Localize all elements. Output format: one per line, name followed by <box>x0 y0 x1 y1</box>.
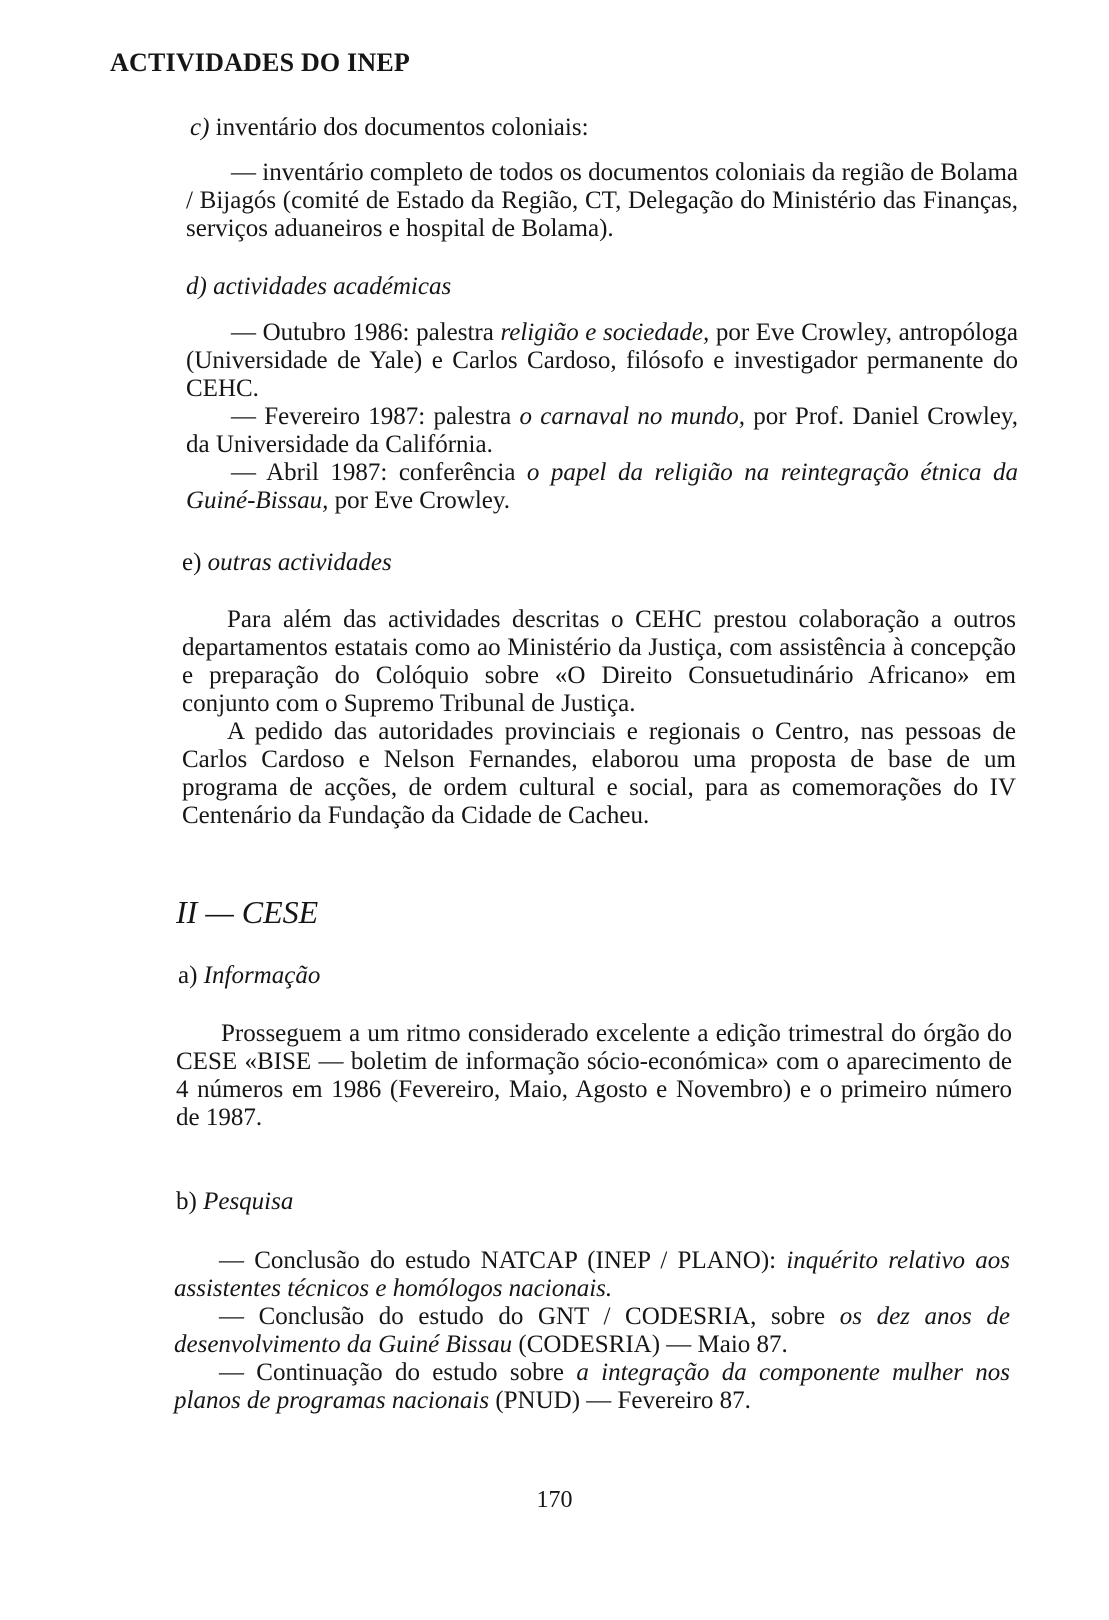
research-3-prefix: — Continuação do estudo sobre <box>219 1359 577 1386</box>
heading-a <box>178 962 320 990</box>
heading-e <box>182 549 392 577</box>
heading-d-letter: d) <box>186 273 207 300</box>
activity-2-suffix: por Prof. Daniel Crowley, da Universidade da Califórnia. <box>186 403 1018 458</box>
heading-c-letter: c) <box>190 114 210 141</box>
activity-item-1 <box>186 319 1018 403</box>
heading-b-letter: b) <box>176 1188 197 1215</box>
section-b-body <box>174 1247 1010 1415</box>
research-item-3 <box>174 1359 1010 1415</box>
paragraph-e-2: A pedido das autoridades provinciais e regionais o Centro, nas pessoas de Carlos Cardoso e Nelson Fernandes, elaborou uma proposta de base de um programa de acções, de ordem cultural e social, para as comemorações do IV Centenário da Fundação da Cidade de Cacheu. <box>182 718 1016 829</box>
research-1-title: inquérito relativo aos assistentes técnicos e homólogos nacionais. <box>174 1247 1010 1302</box>
research-2-prefix: — Conclusão do estudo do GNT / CODESRIA, sobre <box>219 1303 840 1330</box>
section-a-body <box>176 1020 1012 1132</box>
activity-1-prefix: — Outubro 1986: palestra <box>231 319 501 346</box>
activity-3-suffix: por Eve Crowley. <box>328 487 511 514</box>
section-d-body <box>186 319 1018 515</box>
research-3-title: a integração da componente mulher nos planos de programas nacionais <box>174 1359 1010 1414</box>
paragraph-c: — inventário completo de todos os documentos coloniais da região de Bolama / Bijagós (comité de Estado da Região, CT, Delegação do Ministério das Finanças, serviços aduaneiros e hospital de Bolama). <box>186 159 1018 242</box>
activity-2-prefix: — Fevereiro 1987: palestra <box>231 403 520 430</box>
heading-e-text: outras actividades <box>207 549 392 576</box>
heading-c-text: inventário dos documentos coloniais: <box>215 114 589 141</box>
running-header: ACTIVIDADES DO INEP <box>110 48 410 77</box>
research-2-suffix: (CODESRIA) — Maio 87. <box>512 1331 788 1358</box>
activity-1-title: religião e sociedade, <box>500 319 710 346</box>
section-e-body <box>182 606 1016 830</box>
activity-1-suffix: por Eve Crowley, antropóloga (Universidade de Yale) e Carlos Cardoso, filósofo e investigador permanente do CEHC. <box>186 319 1019 402</box>
heading-a-text: Informação <box>203 962 321 989</box>
research-2-title: os dez anos de desenvolvimento da Guiné Bissau <box>174 1303 1010 1358</box>
heading-b-text: Pesquisa <box>203 1188 294 1215</box>
paragraph-e-1: Para além das actividades descritas o CEHC prestou colaboração a outros departamentos estatais como ao Ministério da Justiça, com assistência à concepção e preparação do Colóquio sobre «O Direito Consuetudinário Africano» em conjunto com o Supremo Tribunal de Justiça. <box>182 606 1016 717</box>
research-3-suffix: (PNUD) — Fevereiro 87. <box>489 1387 751 1414</box>
activity-3-title: o papel da religião na reintegração étnica da Guiné-Bissau, <box>186 459 1018 514</box>
section-c-body <box>186 159 1018 243</box>
research-1-prefix: — Conclusão do estudo NATCAP (INEP / PLANO): <box>219 1247 787 1274</box>
heading-d-text: actividades académicas <box>213 273 452 300</box>
page-number: 170 <box>536 1487 573 1513</box>
heading-e-letter: e) <box>182 549 202 576</box>
heading-d <box>186 273 451 301</box>
activity-2-title: o carnaval no mundo, <box>519 403 745 430</box>
activity-item-2 <box>186 403 1018 459</box>
paragraph-a: Prosseguem a um ritmo considerado excelente a edição trimestral do órgão do CESE «BISE — boletim de informação sócio-económica» com o aparecimento de 4 números em 1986 (Fevereiro, Maio, Agosto e Novembro) e o primeiro número de 1987. <box>176 1020 1012 1131</box>
heading-b <box>176 1188 293 1216</box>
research-item-1 <box>174 1247 1010 1303</box>
activity-3-prefix: — Abril 1987: conferência <box>231 459 527 486</box>
section-title-cese: II — CESE <box>176 894 319 930</box>
activity-item-3 <box>186 459 1018 515</box>
heading-a-letter: a) <box>178 962 198 989</box>
research-item-2 <box>174 1303 1010 1359</box>
heading-c <box>190 114 589 142</box>
